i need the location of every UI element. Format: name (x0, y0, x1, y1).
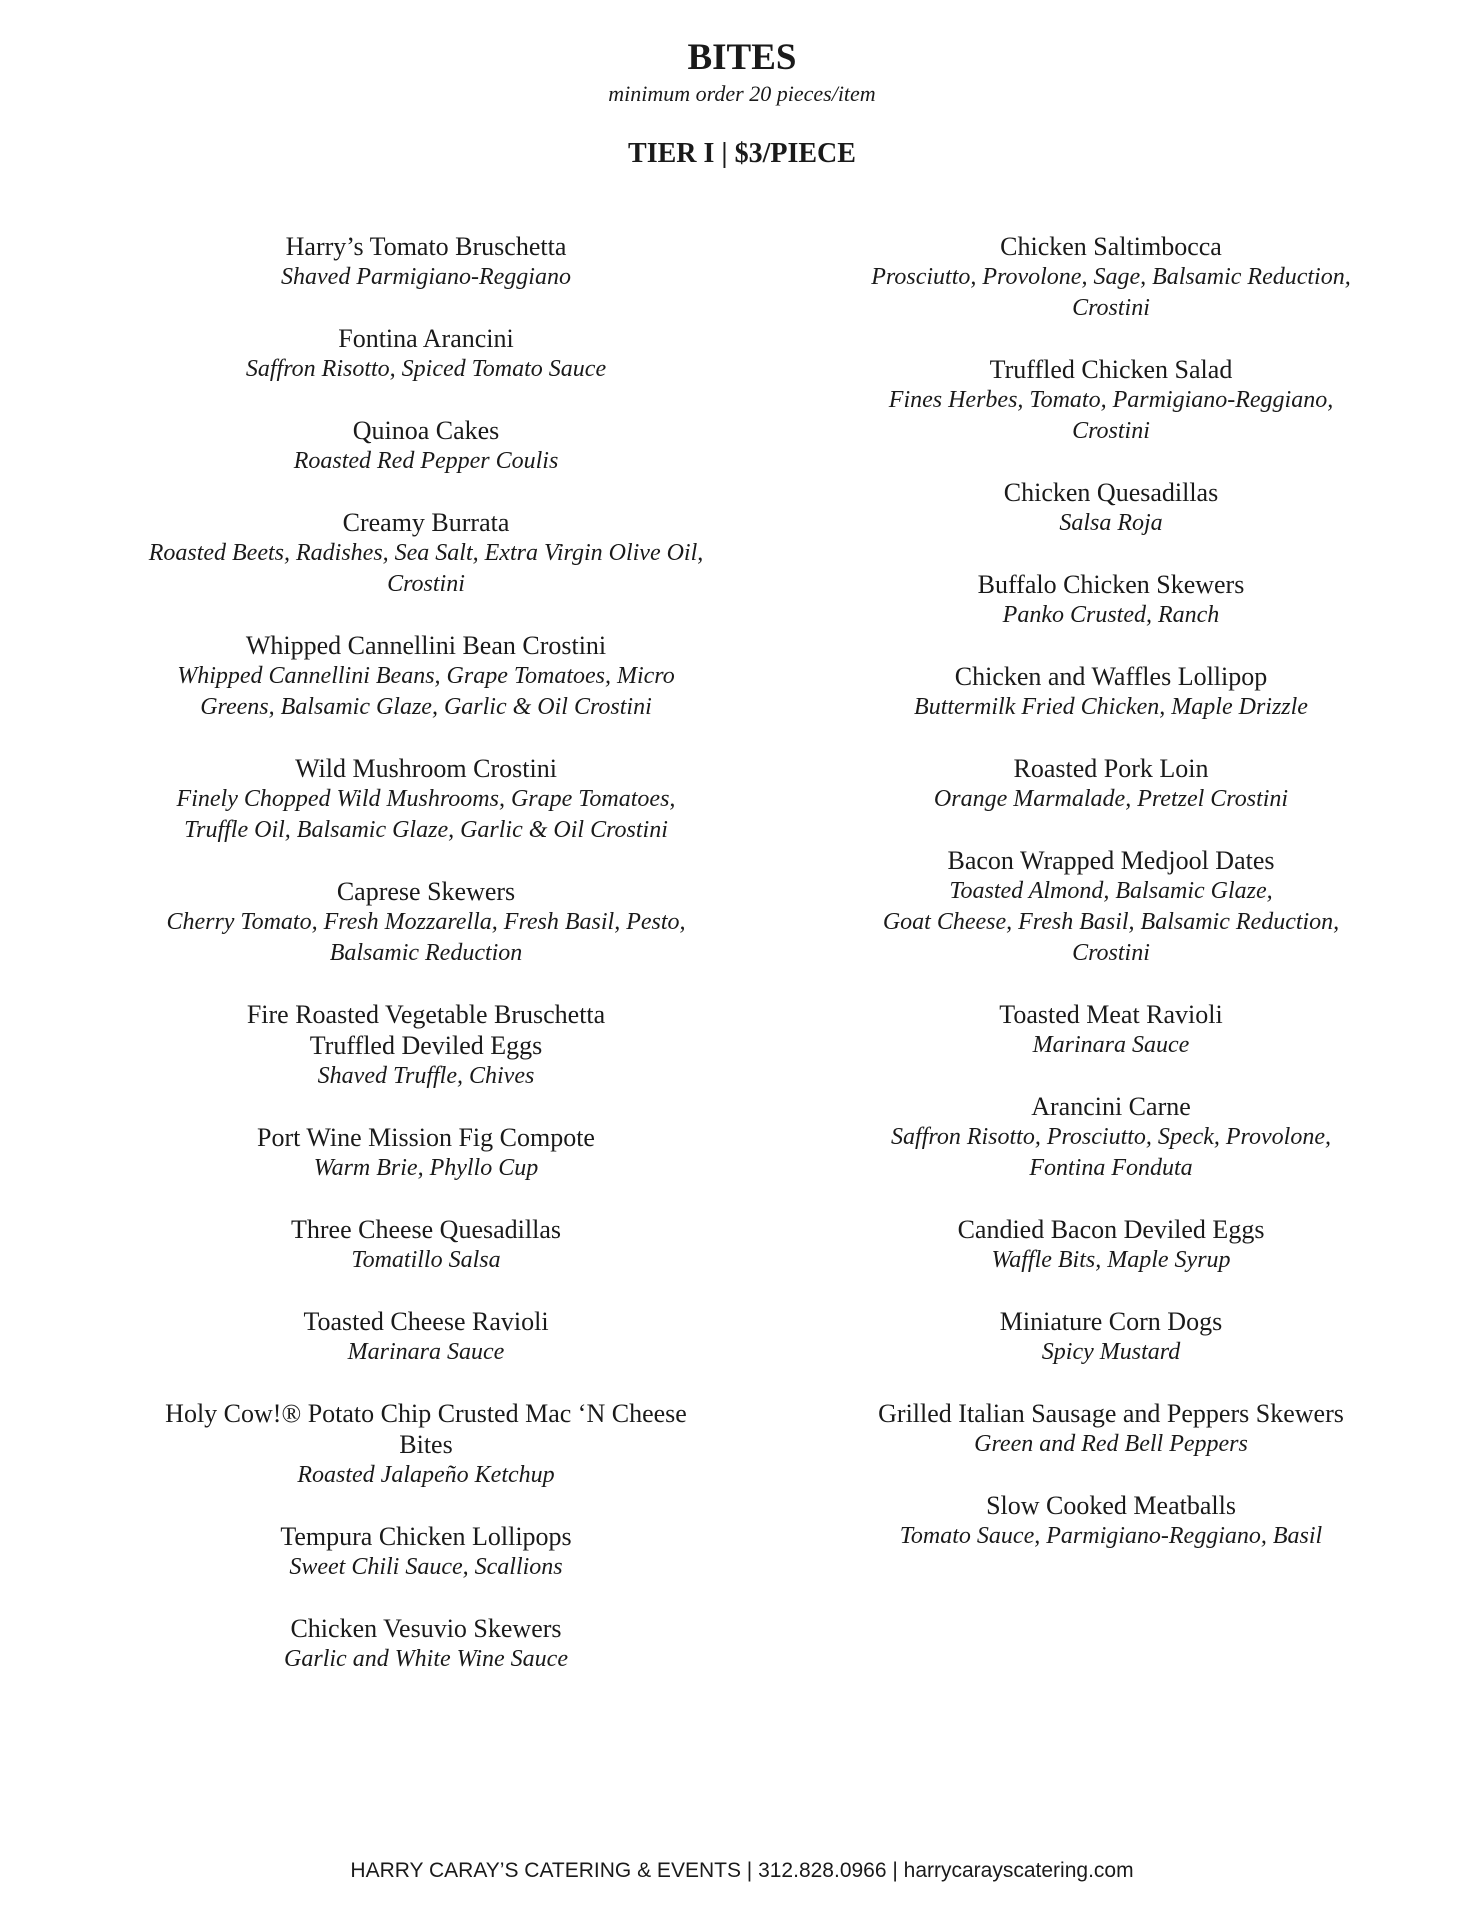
menu-item-name: Toasted Meat Ravioli (999, 1000, 1223, 1029)
menu-item-description: Marinara Sauce (1032, 1032, 1190, 1058)
menu-item (106, 323, 746, 385)
menu-item-name: Holy Cow!® Potato Chip Crusted Mac ‘N Cheese (165, 1399, 687, 1428)
menu-item-name: Candied Bacon Deviled Eggs (957, 1215, 1265, 1244)
menu-item-description: Panko Crusted, Ranch (1002, 602, 1220, 628)
menu-item-description: Cherry Tomato, Fresh Mozzarella, Fresh Basil, Pesto, (166, 909, 686, 935)
menu-item-name: Harry’s Tomato Bruschetta (285, 232, 567, 261)
menu-item (791, 661, 1431, 723)
menu-item (106, 1398, 746, 1491)
menu-item (106, 630, 746, 723)
menu-item (791, 1398, 1431, 1460)
menu-item-description: Roasted Red Pepper Coulis (293, 448, 559, 474)
menu-item-description: Tomatillo Salsa (351, 1247, 501, 1273)
menu-item-description: Warm Brie, Phyllo Cup (313, 1155, 539, 1181)
menu-item-name: Wild Mushroom Crostini (295, 754, 557, 783)
menu-item (106, 876, 746, 969)
menu-item-name: Grilled Italian Sausage and Peppers Skewers (878, 1399, 1344, 1428)
menu-item-description: Crostini (1072, 418, 1150, 444)
menu-item-name-secondary: Bites (399, 1430, 453, 1459)
menu-item-name: Whipped Cannellini Bean Crostini (245, 631, 607, 660)
menu-item-description: Green and Red Bell Peppers (974, 1431, 1248, 1457)
menu-item-name: Roasted Pork Loin (1013, 754, 1209, 783)
menu-item-name: Truffled Chicken Salad (989, 355, 1233, 384)
menu-item (791, 1091, 1431, 1184)
menu-item-name: Chicken Saltimbocca (1000, 232, 1222, 261)
menu-item (106, 231, 746, 293)
menu-item-description: Waffle Bits, Maple Syrup (991, 1247, 1231, 1273)
menu-item (106, 999, 746, 1092)
menu-item-description: Crostini (387, 571, 465, 597)
menu-item-name-secondary: Truffled Deviled Eggs (309, 1031, 543, 1060)
menu-item (106, 1122, 746, 1184)
menu-item-description: Sweet Chili Sauce, Scallions (289, 1554, 563, 1580)
menu-item (106, 1613, 746, 1675)
menu-item-description: Saffron Risotto, Spiced Tomato Sauce (245, 356, 607, 382)
menu-item (791, 1214, 1431, 1276)
page-subtitle: minimum order 20 pieces/item (608, 81, 876, 106)
menu-item-name: Slow Cooked Meatballs (986, 1491, 1236, 1520)
menu-item (791, 569, 1431, 631)
menu-item-description: Shaved Parmigiano-Reggiano (281, 264, 571, 290)
menu-item (791, 477, 1431, 539)
menu-item-description: Roasted Beets, Radishes, Sea Salt, Extra Virgin Olive Oil, (148, 540, 704, 566)
menu-item-description: Shaved Truffle, Chives (317, 1063, 535, 1089)
menu-item-description: Tomato Sauce, Parmigiano-Reggiano, Basil (899, 1523, 1323, 1549)
menu-item (106, 753, 746, 846)
menu-item-description: Salsa Roja (1059, 510, 1163, 536)
menu-item-name: Fire Roasted Vegetable Bruschetta (246, 1000, 606, 1029)
menu-item-name: Toasted Cheese Ravioli (303, 1307, 549, 1336)
footer: HARRY CARAY’S CATERING & EVENTS | 312.828.0966 | harrycarayscatering.com (350, 1859, 1134, 1882)
page-header (0, 36, 1484, 172)
menu-item-description: Buttermilk Fried Chicken, Maple Drizzle (914, 694, 1308, 720)
menu-item (106, 507, 746, 600)
menu-item-name: Caprese Skewers (336, 877, 516, 906)
menu-item-description: Greens, Balsamic Glaze, Garlic & Oil Crostini (200, 694, 652, 720)
menu-item-name: Arancini Carne (1031, 1092, 1191, 1121)
menu-item-name: Port Wine Mission Fig Compote (257, 1123, 595, 1152)
menu-column-left (106, 231, 746, 1705)
menu-item-description: Finely Chopped Wild Mushrooms, Grape Tomatoes, (176, 786, 676, 812)
menu-item (791, 1306, 1431, 1368)
menu-item-description: Whipped Cannellini Beans, Grape Tomatoes, Micro (177, 663, 675, 689)
menu-column-right (791, 231, 1431, 1582)
menu-item-description: Toasted Almond, Balsamic Glaze, (949, 878, 1273, 904)
menu-item-description: Spicy Mustard (1041, 1339, 1181, 1365)
menu-item-description: Marinara Sauce (347, 1339, 505, 1365)
menu-item (791, 231, 1431, 324)
menu-item-description: Crostini (1072, 295, 1150, 321)
menu-item (791, 354, 1431, 447)
menu-item (791, 999, 1431, 1061)
menu-item-name: Buffalo Chicken Skewers (977, 570, 1245, 599)
menu-item-name: Creamy Burrata (342, 508, 510, 537)
menu-item-description: Fontina Fonduta (1029, 1155, 1193, 1181)
menu-item-description: Roasted Jalapeño Ketchup (297, 1462, 555, 1488)
menu-item-name: Miniature Corn Dogs (999, 1307, 1223, 1336)
menu-item-description: Prosciutto, Provolone, Sage, Balsamic Reduction, (871, 264, 1351, 290)
menu-item (791, 753, 1431, 815)
menu-item-description: Truffle Oil, Balsamic Glaze, Garlic & Oil Crostini (184, 817, 668, 843)
menu-item (791, 1490, 1431, 1552)
menu-item-description: Goat Cheese, Fresh Basil, Balsamic Reduction, (882, 909, 1340, 935)
menu-item-name: Three Cheese Quesadillas (290, 1215, 561, 1244)
menu-item-name: Chicken and Waffles Lollipop (954, 662, 1268, 691)
menu-item (106, 1306, 746, 1368)
menu-item-name: Tempura Chicken Lollipops (280, 1522, 572, 1551)
menu-item (106, 1214, 746, 1276)
menu-item-description: Fines Herbes, Tomato, Parmigiano-Reggiano, (888, 387, 1334, 413)
page-title: BITES (687, 37, 797, 78)
menu-item-name: Chicken Quesadillas (1003, 478, 1219, 507)
menu-item-name: Chicken Vesuvio Skewers (290, 1614, 562, 1643)
menu-item (791, 845, 1431, 969)
menu-item-description: Garlic and White Wine Sauce (284, 1646, 568, 1672)
menu-item-description: Saffron Risotto, Prosciutto, Speck, Provolone, (891, 1124, 1331, 1150)
menu-item-description: Orange Marmalade, Pretzel Crostini (933, 786, 1289, 812)
menu-item-description: Balsamic Reduction (329, 940, 523, 966)
menu-item (106, 1521, 746, 1583)
menu-item-name: Fontina Arancini (338, 324, 514, 353)
menu-item-description: Crostini (1072, 940, 1150, 966)
menu-item (106, 415, 746, 477)
menu-item-name: Bacon Wrapped Medjool Dates (947, 846, 1275, 875)
tier-heading: TIER I | $3/PIECE (628, 138, 856, 169)
menu-item-name: Quinoa Cakes (352, 416, 500, 445)
